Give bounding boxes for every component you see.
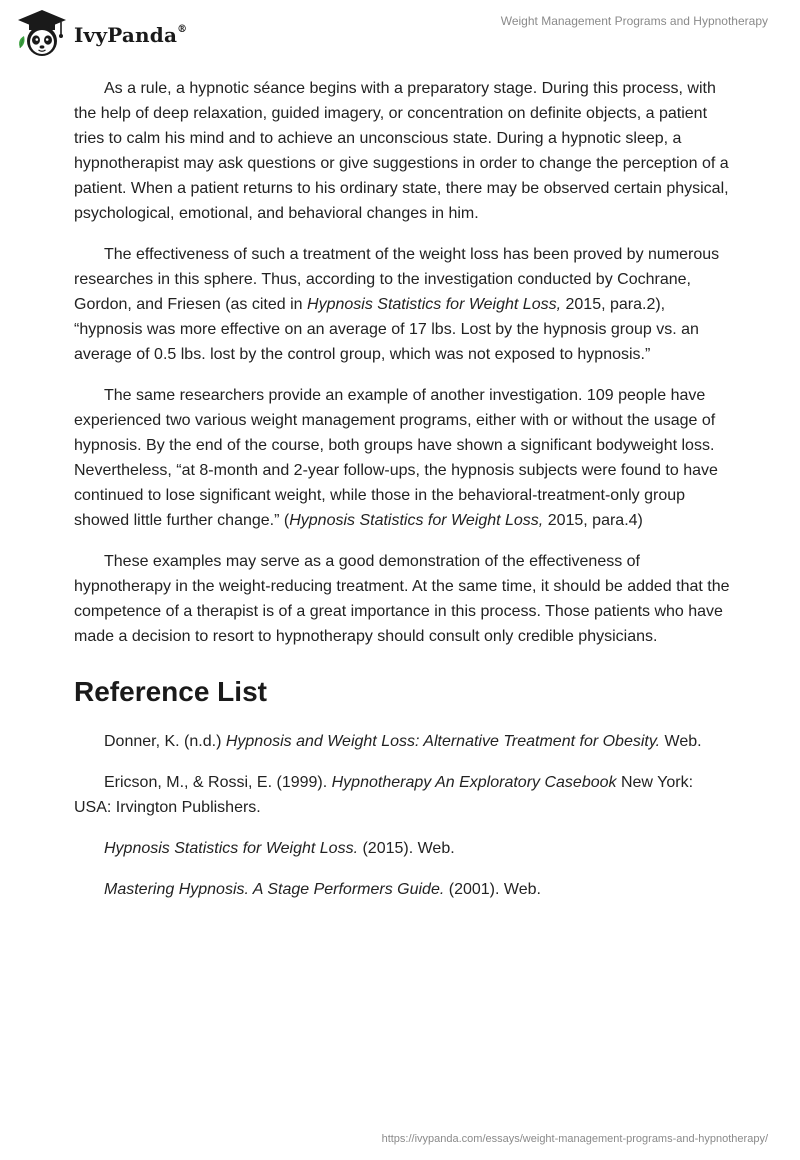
paragraph-1: As a rule, a hypnotic séance begins with a preparatory stage. During this process, with the help of deep relaxation, guided imagery, or concentration on definite objects, a patient tries to calm his mind and to achieve an unconscious state. During a hypnotic sleep, a hypnotherapist may ask questions or give suggestions in order to change the perception of a patient. When a patient returns to his ordinary state, there may be observed certain physical, psychological, emotional, and behavioral changes in him. [74, 80, 729, 222]
brand-logo[interactable] [14, 8, 187, 58]
running-title: Weight Management Programs and Hypnotherapy [500, 14, 768, 28]
paragraph-4: These examples may serve as a good demonstration of the effectiveness of hypnotherapy in the weight-reducing treatment. At the same time, it should be added that the competence of a therapist is of a great importance in this process. Those patients who have made a decision to resort to hypnotherapy should consult only credible physicians. [74, 553, 730, 645]
source-url[interactable]: https://ivypanda.com/essays/weight-management-programs-and-hypnotherapy/ [381, 1133, 768, 1145]
paragraph-3: The same researchers provide an example of another investigation. 109 people have experienced two various weight management programs, either with or without the usage of hypnosis. By the end of the course, both groups have shown a significant bodyweight loss. Nevertheless, “at 8-month and 2-year follow-ups, the hypnosis subjects were found to have continued to lose significant weight, while those in the behavioral-treatment-only group showed little further change.” (Hypnosis Statistics for Weight Loss, 2015, para.4) [74, 387, 718, 529]
reference-item: Ericson, M., & Rossi, E. (1999). Hypnotherapy An Exploratory Casebook New York: USA: Irvington Publishers. [74, 774, 694, 816]
reference-list-heading: Reference List [74, 676, 267, 707]
reference-item: Mastering Hypnosis. A Stage Performers Guide. (2001). Web. [104, 881, 541, 898]
paragraph-2: The effectiveness of such a treatment of the weight loss has been proved by numerous researches in this sphere. Thus, according to the investigation conducted by Cochrane, Gordon, and Friesen (as cited in Hypnosis Statistics for Weight Loss, 2015, para.2), “hypnosis was more effective on an average of 17 lbs. Lost by the hypnosis group vs. an average of 0.5 lbs. lost by the control group, which was not exposed to hypnosis.” [74, 246, 720, 363]
essay-content [74, 76, 730, 918]
registered-mark: ® [177, 24, 188, 36]
reference-item: Hypnosis Statistics for Weight Loss. (2015). Web. [104, 840, 455, 857]
panda-graduate-icon [14, 8, 70, 58]
page-header [0, 0, 800, 60]
citation-title: Hypnosis Statistics for Weight Loss, [307, 296, 562, 313]
citation-title: Hypnosis Statistics for Weight Loss, [289, 512, 544, 529]
brand-name: IvyPanda® [74, 23, 188, 47]
reference-item: Donner, K. (n.d.) Hypnosis and Weight Loss: Alternative Treatment for Obesity. Web. [104, 733, 702, 750]
